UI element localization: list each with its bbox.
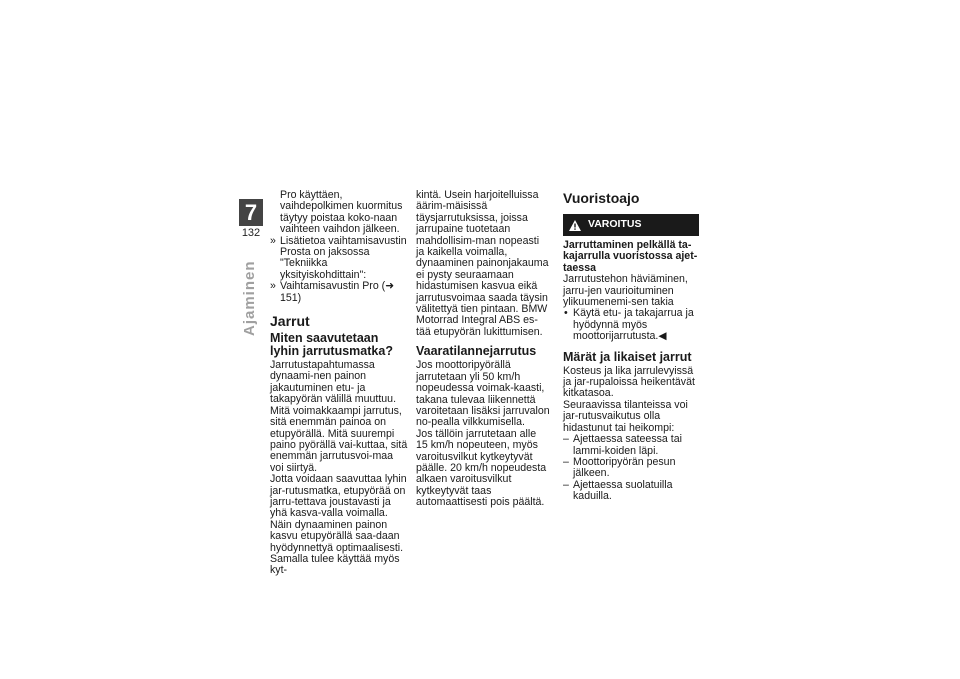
subsection-heading: Märät ja likaiset jarrut — [563, 349, 692, 364]
paragraph: Jotta voidaan saavuttaa lyhin jar-rutusmatka, etupyörää on jarru-tettava joustavasti ja yhä kasva-valla voimalla. Näin dynaaminen painon kasvu etupyörällä saa-daan hyödynnettyä optimaalisesti. Samalla tulee käyttää myös kyt- — [270, 473, 407, 577]
list-item — [563, 480, 699, 503]
reference-marker: » — [270, 280, 276, 293]
paragraph: Seuraavissa tilanteissa voi jar-rutusvaikutus olla hidastunut tai heikompi: — [563, 398, 688, 434]
column-2 — [416, 190, 550, 509]
reference-text: Lisätietoa vaihtamisavustin Prosta on jaksossa "Tekniikka yksityiskohdittain": — [280, 234, 407, 281]
list-item-text: Moottoripyörän pesun jälkeen. — [573, 455, 676, 480]
dash-marker: – — [563, 478, 569, 491]
paragraph: Pro käyttäen, vaihdepolkimen kuormitus täytyy poistaa koko-naan vaihteen vaihdon jälkeen. — [280, 189, 403, 236]
chapter-number: 7 — [239, 199, 263, 226]
dash-marker: – — [563, 433, 569, 446]
column-3 — [563, 190, 699, 503]
page-number: 132 — [239, 227, 263, 240]
warning-label: VAROITUS — [588, 218, 642, 231]
warning-title: Jarruttaminen pelkällä ta-kajarrulla vuoristossa ajet-taessa — [563, 239, 698, 274]
warning-banner — [563, 214, 699, 236]
warning-triangle-icon — [569, 220, 581, 231]
list-item — [563, 457, 699, 480]
subsection-heading: Vaaratilannejarrutus — [416, 344, 537, 359]
paragraph: Jarrutustapahtumassa dynaami-nen painon jakautuminen etu- ja takapyörän välillä muuttuu. Mitä voimakkaampi jarrutus, sitä enemmän painoa on etupyörällä. Mitä suurempi paino pyörällä vai-kuttaa, sitä enemmän jarrutusvoi-maa voi siirtyä. — [270, 359, 408, 474]
reference-marker: » — [270, 234, 276, 247]
paragraph: Kosteus ja lika jarrulevyissä ja jar-rupaloissa heikentävät kitkatasoa. — [563, 364, 695, 400]
paragraph: Jos tällöin jarrutetaan alle 15 km/h nopeuteen, myös varoitusvilkut kytkeytyvät päälle. 20 km/h nopeudesta alkaen varoitusvilkut kytkeytyvät taas automaattisesti pois päältä. — [416, 427, 547, 509]
list-item — [563, 308, 699, 342]
subsection-heading: Miten saavutetaan lyhin jarrutusmatka? — [270, 331, 393, 359]
list-item-text: Käytä etu- ja takajarrua ja hyödynnä myös moottorijarrutusta.◀ — [573, 307, 694, 343]
reference-link[interactable]: Vaihtamisavustin Pro (➜ 151) — [280, 280, 395, 304]
reference-item[interactable] — [270, 281, 408, 304]
section-heading-jarrut: Jarrut — [270, 313, 310, 330]
column-1 — [270, 190, 408, 577]
bullet-marker: • — [564, 307, 568, 320]
section-heading-vuoristoajo: Vuoristoajo — [563, 190, 640, 206]
dash-marker: – — [563, 455, 569, 468]
paragraph: kintä. Usein harjoitelluissa äärim-mäisissä täysjarrutuksissa, joissa jarrupaine tuotetaan mahdollisim-man nopeasti ja kaikella voimalla, dynaaminen painonjakauma ei pysty seuraamaan hidastumisen kasvua eikä jarrutusvoimaa saada täysin välitettyä tien pintaan. BMW Motorrad Integral ABS es-tää etupyörän lukittumisen. — [416, 189, 549, 338]
warning-text: Jarrutustehon häviäminen, jarru-jen vaurioituminen ylikuumenemi-sen takia — [563, 273, 688, 309]
paragraph: Jos moottoripyörällä jarrutetaan yli 50 km/h nopeudessa voimak-kaasti, takana tulevaa liikennettä varoitetaan lisäksi jarruvalon no-pealla vilkkumisella. — [416, 359, 550, 429]
chapter-title: Ajaminen — [241, 260, 258, 336]
list-item-text: Ajettaessa suolatuilla kaduilla. — [573, 478, 673, 503]
reference-item — [270, 236, 408, 282]
list-item — [563, 434, 699, 457]
list-item-text: Ajettaessa sateessa tai lammi-koiden läpi. — [573, 433, 682, 457]
